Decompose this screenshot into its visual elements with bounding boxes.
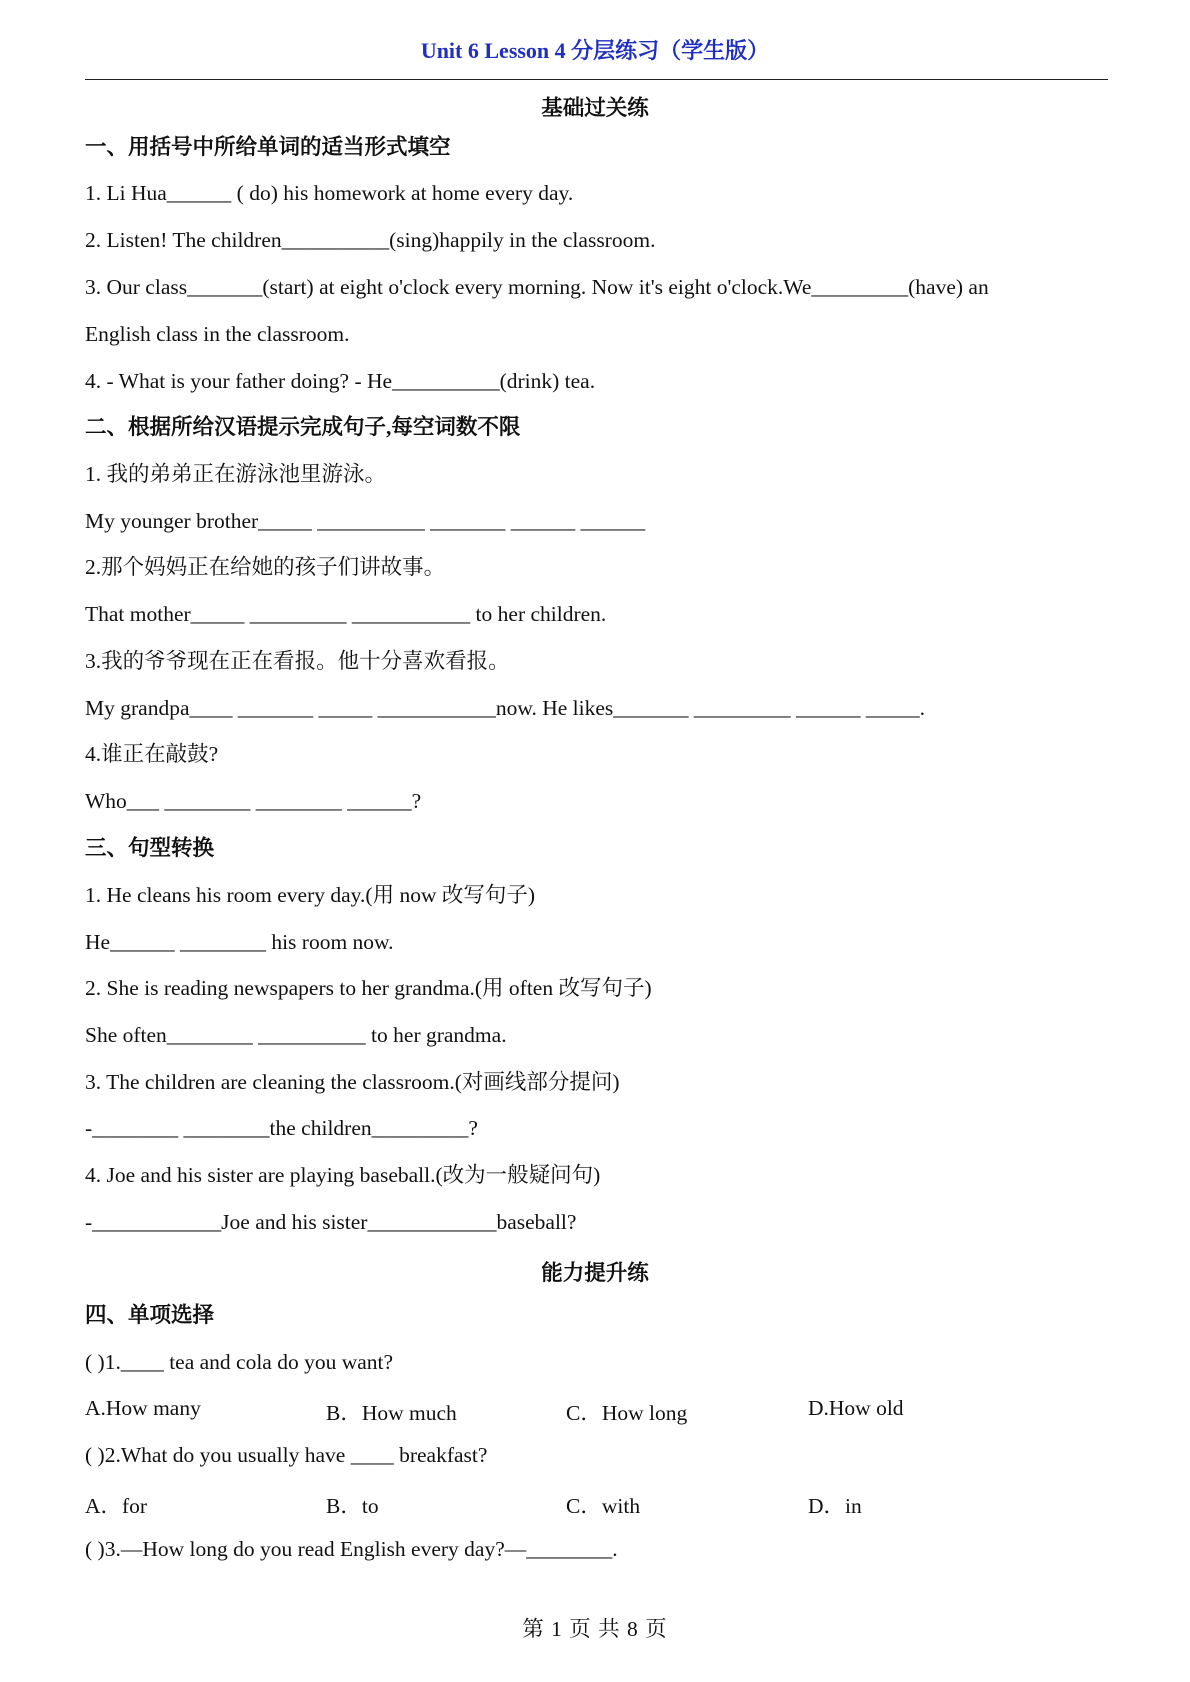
section3-q1-answer: He______ ________ his room now. <box>85 930 394 954</box>
section4-q2-option-a: A．for <box>85 1494 148 1518</box>
page-number-footer: 第 1 页 共 8 页 <box>522 1617 668 1641</box>
section4-q1-option-c: C．How long <box>566 1401 688 1425</box>
section4-q2-option-c: C．with <box>566 1494 641 1518</box>
section3-q2-answer: She often________ __________ to her grandma. <box>85 1023 507 1047</box>
section4-q1-option-a: A.How many <box>85 1396 201 1420</box>
section1-q3-line2: English class in the classroom. <box>85 322 350 346</box>
section2-q1-chinese: 1. 我的弟弟正在游泳池里游泳。 <box>85 462 387 486</box>
section2-q3-chinese: 3.我的爷爷现在正在看报。他十分喜欢看报。 <box>85 649 510 673</box>
section2-q3-english: My grandpa____ _______ _____ ___________now. He likes_______ _________ ______ _____. <box>85 696 926 720</box>
section1-heading: 一、用括号中所给单词的适当形式填空 <box>85 135 451 159</box>
section2-heading: 二、根据所给汉语提示完成句子,每空词数不限 <box>85 415 521 439</box>
section2-q4-chinese: 4.谁正在敲鼓? <box>85 742 219 766</box>
header-divider <box>85 79 1108 80</box>
section4-q2-option-d: D．in <box>808 1494 862 1518</box>
section3-q3-answer: -________ ________the children_________? <box>85 1116 478 1140</box>
section2-q4-english: Who___ ________ ________ ______? <box>85 789 422 813</box>
section4-q2: ( )2.What do you usually have ____ breakfast? <box>85 1443 488 1467</box>
section3-q3: 3. The children are cleaning the classroom.(对画线部分提问) <box>85 1070 620 1094</box>
part-advanced-title: 能力提升练 <box>541 1261 649 1285</box>
section4-q3: ( )3.—How long do you read English every day?—________. <box>85 1537 618 1561</box>
section1-q3-line1: 3. Our class_______(start) at eight o'clock every morning. Now it's eight o'clock.We_________(have) an <box>85 275 989 299</box>
section3-heading: 三、句型转换 <box>85 836 215 860</box>
section3-q4-answer: -____________Joe and his sister____________baseball? <box>85 1210 577 1234</box>
section3-q2: 2. She is reading newspapers to her grandma.(用 often 改写句子) <box>85 976 652 1000</box>
section1-q1: 1. Li Hua______ ( do) his homework at home every day. <box>85 181 574 205</box>
part-basic-title: 基础过关练 <box>541 96 649 120</box>
section3-q1: 1. He cleans his room every day.(用 now 改写句子) <box>85 883 535 907</box>
section1-q4: 4. - What is your father doing? - He__________(drink) tea. <box>85 369 596 393</box>
section4-q1-option-b: B．How much <box>326 1401 457 1425</box>
section2-q2-chinese: 2.那个妈妈正在给她的孩子们讲故事。 <box>85 555 446 579</box>
document-title: Unit 6 Lesson 4 分层练习（学生版） <box>420 38 770 63</box>
section2-q2-english: That mother_____ _________ ___________ to her children. <box>85 602 607 626</box>
section2-q1-english: My younger brother_____ __________ _______ ______ ______ <box>85 509 646 533</box>
section4-q1: ( )1.____ tea and cola do you want? <box>85 1350 394 1374</box>
section4-q1-option-d: D.How old <box>808 1396 904 1420</box>
section3-q4: 4. Joe and his sister are playing baseball.(改为一般疑问句) <box>85 1163 601 1187</box>
section1-q2: 2. Listen! The children__________(sing)happily in the classroom. <box>85 228 656 252</box>
section4-q2-option-b: B．to <box>326 1494 379 1518</box>
section4-heading: 四、单项选择 <box>85 1303 215 1327</box>
